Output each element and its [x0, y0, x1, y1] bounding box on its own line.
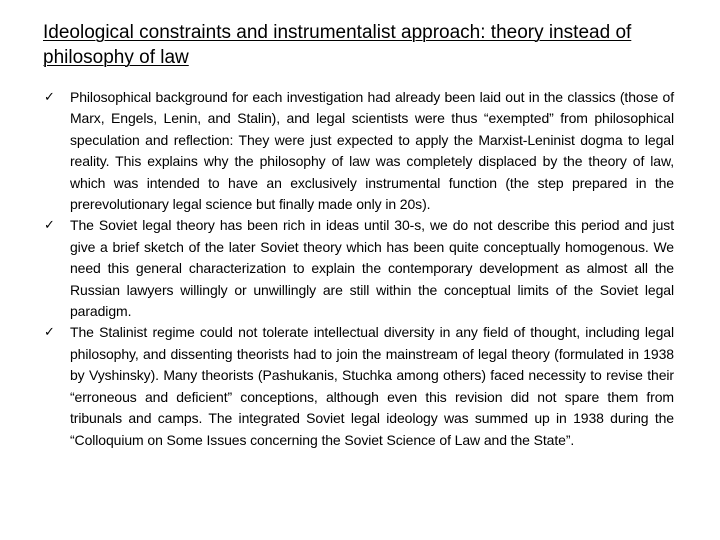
checkmark-icon: ✓	[44, 325, 55, 341]
bullet-text: The Soviet legal theory has been rich in ideas until 30-s, we do not describe this period and just give a brief sketch of the later Soviet theory which has been quite conceptually homogenous. We need this general characterization to explain the contemporary development as almost all the Russian lawyers willingly or unwillingly are still within the conceptual limits of the Soviet legal paradigm.	[70, 217, 674, 320]
slide-title: Ideological constraints and instrumentalist approach: theory instead of philosophy of law	[43, 22, 632, 68]
bullet-item	[44, 87, 674, 215]
bullet-item	[44, 322, 674, 450]
checkmark-icon: ✓	[44, 218, 55, 234]
bullet-text: The Stalinist regime could not tolerate intellectual diversity in any field of thought, including legal philosophy, and dissenting theorists had to join the mainstream of legal theory (formulated in 1938 by Vyshinsky). Many theorists (Pashukanis, Stuchka among others) faced necessity to revise their “erroneous and deficient” conceptions, although even this revision did not spare them from tribunals and camps. The integrated Soviet legal ideology was summed up in 1938 during the “Colloquium on Some Issues concerning the Soviet Science of Law and the State”.	[70, 324, 674, 448]
bullet-item	[44, 215, 674, 322]
bullet-list	[44, 87, 674, 451]
bullet-text: Philosophical background for each investigation had already been laid out in the classics (those of Marx, Engels, Lenin, and Stalin), and legal scientists were thus “exempted” from philosophical speculation and reflection: They were just expected to apply the Marxist-Leninist dogma to legal reality. This explains why the philosophy of law was completely displaced by the theory of law, which was intended to have an exclusively instrumental function (the step prepared in the prerevolutionary legal science but finally made only in 20s).	[70, 89, 674, 213]
checkmark-icon: ✓	[44, 90, 55, 105]
